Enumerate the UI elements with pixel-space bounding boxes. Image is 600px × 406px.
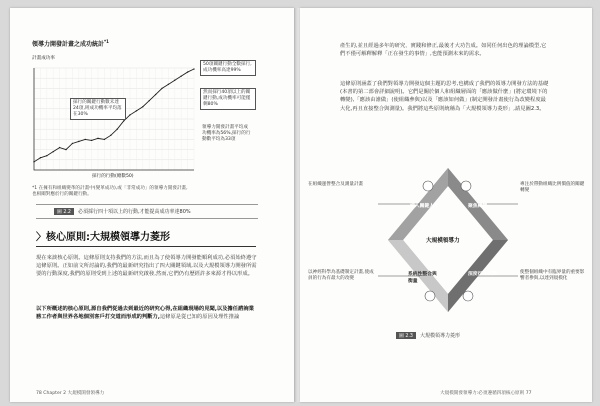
gear-icon [423, 181, 433, 191]
right-footer: 大規模開發領導力:必須遵循四項核心原則 77 [440, 391, 532, 396]
chart-footnote: *1 在擁有和組織變革的計畫中(變革成功),或「非常成功」的領導力開發計畫, 也相關對應於行的關鍵行動。 [32, 186, 188, 197]
right-paragraph-1: 產生的,並且經過多年的研究、實踐和修正,最後才大功告成。如同任何出色的理論模型,它們不僅可解釋解釋「正在發生的事情」,也能預測未來的需求。 [340, 43, 547, 58]
left-paragraph-2 [36, 305, 258, 321]
data-point [174, 80, 175, 81]
callout-mid-right: 然而採行40項以上的關鍵行動,成功機率可能僅剩80% [200, 88, 256, 110]
left-footer: 78 Chapter 2 大規模開發領導力 [36, 391, 105, 396]
quadrant-4-label: 納入關鍵人才 [410, 204, 439, 209]
callout-left-box: 採行的關鍵行動數未達24項,則成功機率平均落在30% [70, 98, 126, 120]
data-point [136, 110, 137, 111]
target-icon [461, 181, 471, 191]
data-point [72, 143, 73, 144]
diamond-center-label: 大規模領導力 [426, 238, 460, 244]
figure-caption-text-2-3: 大規模領導力菱形 [419, 333, 460, 339]
text-top-right: 專注於帶動組織比例價值的關鍵轉變 [520, 182, 585, 193]
data-point [129, 114, 130, 115]
left-paragraph-2-tail: 這條原是從已知的原因及理性推論 [159, 314, 240, 321]
brain-icon [425, 291, 435, 301]
left-paragraph-2-bold: 以下所概述的核心原則,源自我們從過去到最近的研究心得,在組織現場的見聞,以及擔任諮詢業務工作者與世界各地個別客戶打交道而形成的判斷力, [36, 306, 254, 321]
success-line-chart [24, 60, 204, 180]
data-point [40, 157, 41, 158]
figure-caption-2-3 [396, 332, 460, 339]
data-point [97, 138, 98, 139]
data-point [53, 151, 54, 152]
quadrant-1-label: 聚焦轉變 [468, 204, 488, 209]
quadrant-2-label: 深度行為改變 [468, 272, 497, 277]
left-paragraph-1: 現在來談核心原則。這條原則支持我們的方法,而且為了使領導力開發能順利成功,必須始終遵守這條原則。正如前文所討論的,我們的最新研究指出了四大關鍵領域,以及大規模領導力開發所需要的行動深度,我們的原則受到上述的最新研究啟發,然而,它們仍有歷經許多來源才得以形成。 [36, 255, 257, 278]
data-point [123, 120, 124, 121]
figure-number-2-3: 圖 2.3 [396, 332, 416, 339]
callout-top-right: 50項關鍵行動全數採行,成功機率高達99% [200, 60, 256, 76]
section-underline [36, 246, 256, 247]
data-point [46, 155, 47, 156]
data-point [155, 94, 156, 95]
data-point [181, 75, 182, 76]
data-point [193, 68, 194, 69]
caption-rule-top [36, 204, 258, 205]
data-point [104, 139, 105, 140]
data-point [142, 106, 143, 107]
data-point [33, 161, 34, 162]
figure-caption-text: 必須採行四十項以上的行動,才能提高成功率達80% [77, 209, 191, 215]
data-point [65, 149, 66, 150]
y-axis-label: 計畫成功率 [32, 56, 55, 61]
text-bottom-left: 以神經科學為基礎制定計畫,使成員的行為有最大的改變 [308, 270, 374, 281]
x-axis-label: 採行的行動(總數50) [92, 174, 134, 179]
chart-title: 領導力開發計畫之成功統計$^{*1}$ [32, 39, 109, 48]
figure-caption-2-2 [54, 208, 191, 215]
data-point [149, 100, 150, 101]
data-point [117, 129, 118, 130]
data-point [110, 135, 111, 136]
text-bottom-right: 使整個組織中有臨界量的重要影響者參與,以達到規模化 [520, 270, 585, 281]
figure-number: 圖 2.2 [54, 208, 74, 215]
right-paragraph-2: 這條原則涵蓋了我們對領導力開發這個主題的思考,也構成了我們的領導力開發方法的基礎(本書的第二部會詳細說明)。它們是關於個人和組織層面的「應該做什麼」(將定環境下的轉變),「應該由誰做」(使組織參與)以及「應該如何做」(制定開發計畫使行為改變程度最大化,再且直接整合與測量)。我們將這些原則統稱為「大規模領導力菱形」,請見圖2.3。 [340, 81, 549, 112]
section-heading: 〉核心原則:大規模領導力菱形 [36, 232, 170, 243]
callout-lower-right: 領導力開發計畫平均成功機率為56%,採行的行動數平均為33項 [202, 125, 251, 142]
data-point [85, 139, 86, 140]
people-icon [463, 291, 473, 301]
data-point [91, 140, 92, 141]
quadrant-3-label: 系統性整合與衡量 [408, 272, 437, 284]
leadership-diamond-diagram [308, 160, 588, 340]
data-point [187, 71, 188, 72]
caption-rule-bottom [36, 218, 258, 219]
data-point [161, 88, 162, 89]
data-point [168, 84, 169, 85]
text-top-left: 在組織運營整合及測量計畫 [308, 182, 364, 187]
data-point [78, 141, 79, 142]
data-point [59, 147, 60, 148]
